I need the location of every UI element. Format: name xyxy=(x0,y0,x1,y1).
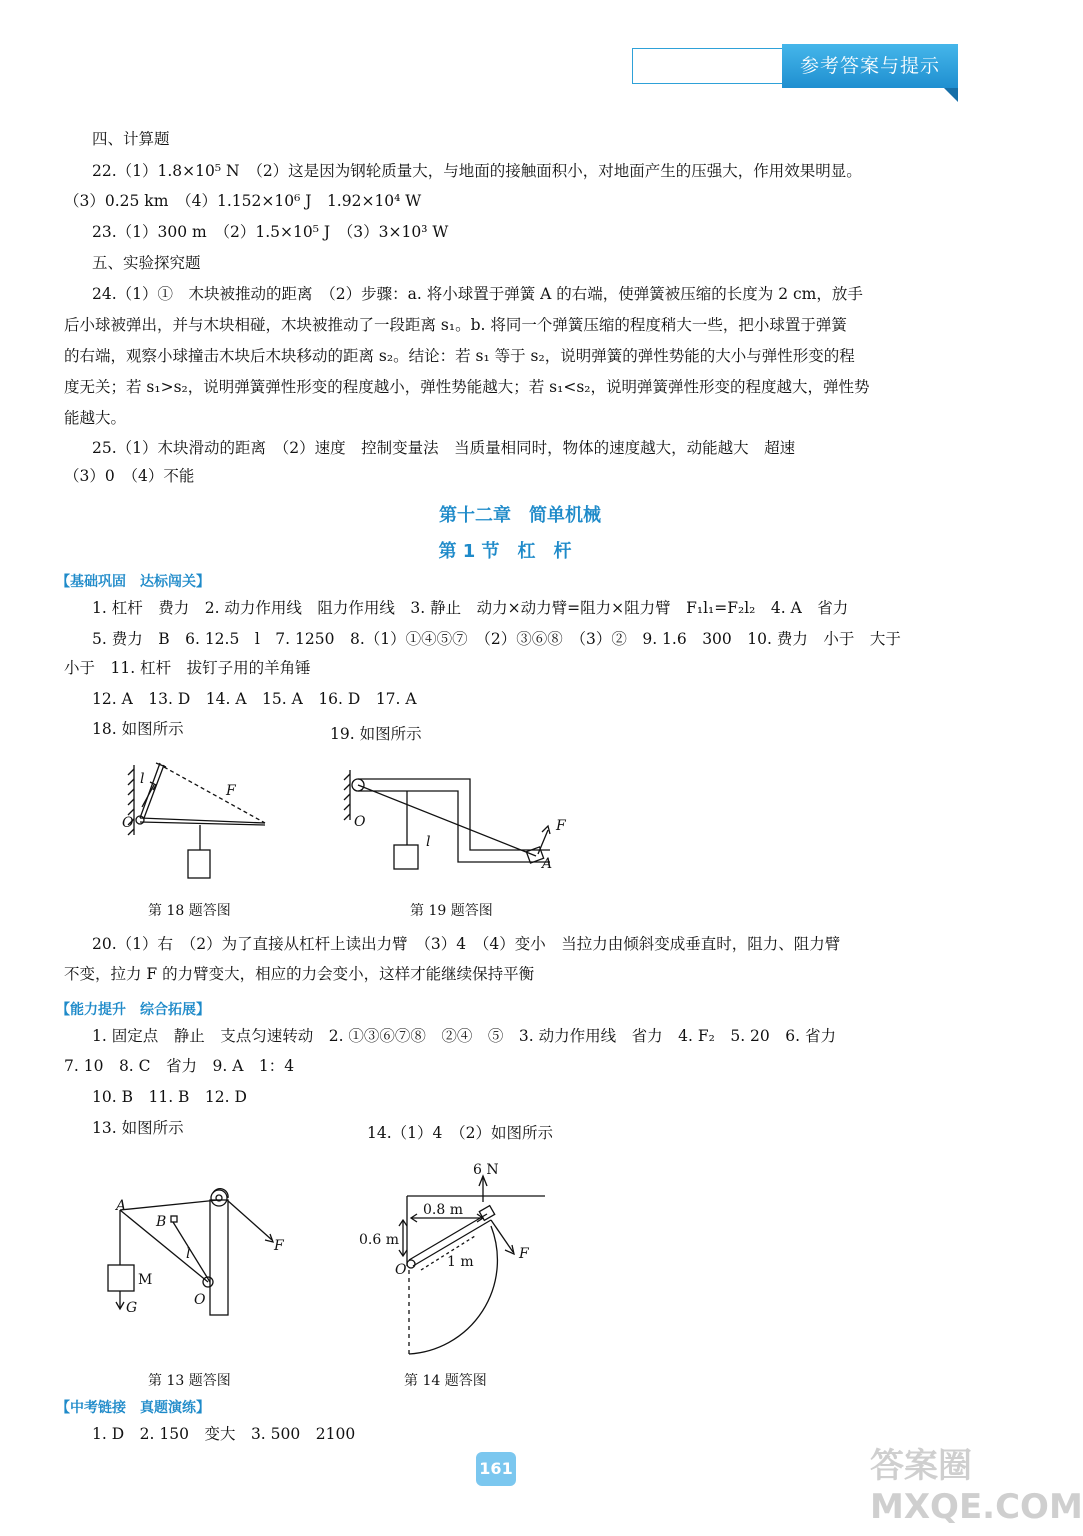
fig13-label-O: O xyxy=(194,1292,206,1308)
tag-exam: 【中考链接 真题演练】 xyxy=(56,1400,210,1416)
header-tab: 参考答案与提示 xyxy=(782,44,958,88)
answer-13-label: 13. 如图所示 xyxy=(92,1119,184,1137)
answer-25: 25.（1）木块滑动的距离 （2）速度 控制变量法 当质量相同时，物体的速度越大，动能越大 超速 xyxy=(92,439,796,457)
fig14-force: 6 N xyxy=(473,1162,499,1178)
fig13-label-F: F xyxy=(274,1238,284,1254)
answer-24: 24.（1）① 木块被推动的距离 （2）步骤：a. 将小球置于弹簧 A 的右端，使弹簧被压缩的长度为 2 cm，放手 xyxy=(92,285,863,303)
answer-18-label: 18. 如图所示 xyxy=(92,720,184,738)
answer-19-label: 19. 如图所示 xyxy=(330,725,422,743)
fig19-label-O: O xyxy=(354,814,366,830)
answer-24-line3: 的右端，观察小球撞击木块后木块移动的距离 s₂。结论：若 s₁ 等于 s₂，说明弹簧的弹性势能的大小与弹性形变的程 xyxy=(64,347,855,365)
answer-20: 20.（1）右 （2）为了直接从杠杆上读出力臂 （3）4 （4）变小 当拉力由倾斜变成垂直时，阻力、阻力臂 xyxy=(92,935,841,953)
advanced-answers-2: 7. 10 8. C 省力 9. A 1：4 xyxy=(64,1057,295,1075)
fig14-label-O: O xyxy=(395,1262,407,1278)
fig14-dist-06: 0.6 m xyxy=(359,1232,399,1248)
answer-23: 23.（1）300 m （2）1.5×10⁵ J （3）3×10³ W xyxy=(92,223,449,241)
fig13-label-B: B xyxy=(156,1214,167,1230)
fig19-label-l: l xyxy=(426,834,431,850)
fig13-label-l: l xyxy=(186,1246,191,1262)
answer-22: 22.（1）1.8×10⁵ N （2）这是因为钢轮质量大，与地面的接触面积小，对地面产生的压强大，作用效果明显。 xyxy=(92,162,862,180)
section-title: 第 1 节 杠 杆 xyxy=(438,541,572,562)
figure-14 xyxy=(355,1158,555,1383)
basic-answers-2: 5. 费力 B 6. 12.5 l 7. 1250 8.（1）①④⑤⑦ （2）③⑥⑧ （3）② 9. 1.6 300 10. 费力 小于 大于 xyxy=(92,630,901,648)
caption-14: 第 14 题答图 xyxy=(404,1373,487,1389)
figure-18 xyxy=(120,755,280,885)
tag-basic: 【基础巩固 达标闯关】 xyxy=(56,574,210,590)
advanced-answers-1: 1. 固定点 静止 支点匀速转动 2. ①③⑥⑦⑧ ②④ ⑤ 3. 动力作用线 省力 4. F₂ 5. 20 6. 省力 xyxy=(92,1027,836,1045)
tag-advanced: 【能力提升 综合拓展】 xyxy=(56,1002,210,1018)
figure-13 xyxy=(100,1180,300,1315)
chapter-title: 第十二章 简单机械 xyxy=(439,505,601,526)
answer-25-cont: （3）0 （4）不能 xyxy=(64,467,195,485)
answer-24-line2: 后小球被弹出，并与木块相碰，木块被推动了一段距离 s₁。b. 将同一个弹簧压缩的程度稍大一些，把小球置于弹簧 xyxy=(64,316,847,334)
page-number: 161 xyxy=(476,1452,516,1486)
basic-answers-1: 1. 杠杆 费力 2. 动力作用线 阻力作用线 3. 静止 动力×动力臂=阻力×阻力臂 F₁l₁=F₂l₂ 4. A 省力 xyxy=(92,599,849,617)
fig14-dist-08: 0.8 m xyxy=(423,1202,463,1218)
answer-22-cont: （3）0.25 km （4）1.152×10⁶ J 1.92×10⁴ W xyxy=(64,192,422,210)
answer-20-cont: 不变，拉力 F 的力臂变大，相应的力会变小，这样才能继续保持平衡 xyxy=(64,965,535,983)
fig13-label-A: A xyxy=(116,1198,127,1214)
figure-19 xyxy=(340,770,570,880)
watermark: 答案圈 MXQE.COM xyxy=(870,1446,1083,1527)
header-blank-box xyxy=(632,48,784,84)
exam-answers: 1. D 2. 150 变大 3. 500 2100 xyxy=(92,1425,356,1443)
answer-14-label: 14.（1）4 （2）如图所示 xyxy=(367,1124,553,1142)
caption-19: 第 19 题答图 xyxy=(410,903,493,919)
section-heading-experiment: 五、实验探究题 xyxy=(92,254,201,272)
fig19-label-A: A xyxy=(542,856,553,872)
fig18-label-O: O xyxy=(122,815,134,831)
answer-24-line4: 度无关；若 s₁>s₂，说明弹簧弹性形变的程度越小，弹性势能越大；若 s₁<s₂，说明弹簧弹性形变的程度越大，弹性势 xyxy=(64,378,870,396)
caption-18: 第 18 题答图 xyxy=(148,903,231,919)
fig13-label-M: M xyxy=(138,1272,153,1288)
basic-answers-4: 12. A 13. D 14. A 15. A 16. D 17. A xyxy=(92,690,417,708)
fig14-label-F: F xyxy=(519,1246,529,1262)
fig18-label-l: l xyxy=(140,771,145,787)
fig13-label-G: G xyxy=(126,1300,138,1316)
fig14-dist-1: 1 m xyxy=(447,1254,474,1270)
header-tab-fold xyxy=(944,88,958,102)
answer-24-line5: 能越大。 xyxy=(64,409,127,427)
basic-answers-3: 小于 11. 杠杆 拔钉子用的羊角锤 xyxy=(64,659,311,677)
caption-13: 第 13 题答图 xyxy=(148,1373,231,1389)
section-heading-calc: 四、计算题 xyxy=(92,130,170,148)
advanced-answers-3: 10. B 11. B 12. D xyxy=(92,1088,247,1106)
fig19-label-F: F xyxy=(556,818,566,834)
fig18-label-F: F xyxy=(226,783,236,799)
